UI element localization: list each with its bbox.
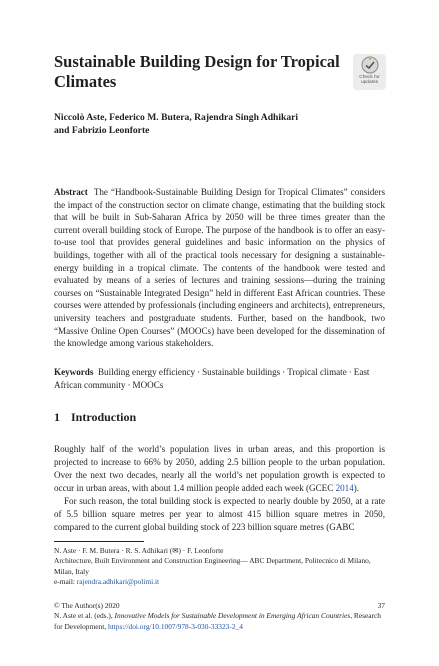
check-updates-label: Check for updates — [359, 75, 380, 85]
doi-link[interactable]: https://doi.org/10.1007/978-3-030-33323-2_4 — [107, 621, 243, 631]
footnote-affiliation: Architecture, Built Environment and Construction Engineering— ABC Department, Politecnico di Milano, Milan, Italy — [54, 556, 371, 576]
keywords — [54, 366, 385, 391]
keyword-separator: · — [127, 379, 131, 390]
keyword-item: MOOCs — [132, 379, 164, 390]
keyword-separator: · — [348, 367, 352, 377]
keyword-separator: · — [282, 367, 286, 377]
section-number: 1 — [54, 410, 60, 424]
keyword-separator: · — [197, 367, 201, 377]
check-updates-icon — [361, 56, 379, 74]
copyright-text: © The Author(s) 2020 — [54, 601, 120, 610]
citation-link[interactable]: 2014 — [335, 483, 354, 493]
author-list — [54, 111, 374, 137]
author-line-2: and Fabrizio Leonforte — [54, 125, 150, 136]
footnote-divider — [54, 541, 144, 542]
keyword-item: Tropical climate — [287, 367, 347, 377]
publication-footer — [54, 601, 385, 632]
intro-paragraph-2: For such reason, the total building stock is expected to nearly double by 2050, at a rate of 5.5 billion square metres per year to almost 415 billion square metres in 2050, compared to the current global building stock of 223 billion square metres (GABC — [54, 496, 385, 532]
footnote-email-line: e-mail: rajendra.adhikari@polimi.it — [54, 576, 160, 586]
abstract-text: The “Handbook-Sustainable Building Design for Tropical Climates” considers the impact of the construction sector on climate change, estimating that the building stock that will be built in Sub-Saharan Africa by 2050 will be three times greater than the current overall building stock of Europe. The purpose of the handbook is to offer an easy-to-use tool that provides general guidelines and basic information on the physics of buildings, together with all of the practical tools necessary for designing a sustainable-energy building in a tropical climate. The contents of the handbook were tested and evaluated by means of a series of lectures and training sessions—during the training courses on “Sustainable Integrated Design” held in different East African countries. These courses were attended by professionals (including engineers and architects), entrepreneurs, university teachers and postgraduate students. Further, based on the handbook, two “Massive Online Open Courses” (MOOCs) have been developed for the dissemination of the knowledge among various stakeholders. — [54, 187, 386, 349]
page-number: 37 — [377, 601, 385, 610]
email-link[interactable]: rajendra.adhikari@polimi.it — [76, 576, 160, 586]
section-heading — [54, 410, 136, 425]
keyword-item: Sustainable buildings — [202, 367, 281, 377]
keywords-label: Keywords — [54, 367, 94, 377]
keyword-item: East African community — [54, 367, 370, 390]
footnote-names: N. Aste · F. M. Butera · R. S. Adhikari (✉) · F. Leonforte — [54, 546, 224, 555]
intro-paragraph-1: Roughly half of the world’s population lives in urban areas, and this proportion is projected to increase to 66% by 2050, adding 2.5 billion people to the urban population. Over the next two decades, nearly all the world’s net population growth is expected to occur in urban areas, with about 1.4 million people added each week (GCEC 2014). — [54, 444, 385, 493]
paper-title: Sustainable Building Design for Tropical Climates — [54, 52, 340, 91]
author-line-1: Niccolò Aste, Federico M. Butera, Rajendra Singh Adhikari — [54, 112, 299, 123]
citation-line: N. Aste et al. (eds.), Innovative Models for Sustainable Development in Emerging African Countries, Research for Development, https://doi.org/10.1007/978-3-030-33323-2_4 — [54, 611, 381, 631]
abstract — [54, 186, 385, 350]
author-footnote — [54, 546, 385, 587]
book-title: Innovative Models for Sustainable Development in Emerging African Countries — [114, 611, 351, 621]
abstract-label: Abstract — [54, 187, 88, 197]
section-title: Introduction — [71, 410, 137, 424]
introduction-body — [54, 443, 385, 534]
keyword-item: Building energy efficiency — [97, 367, 196, 377]
check-for-updates-badge[interactable] — [353, 54, 386, 90]
